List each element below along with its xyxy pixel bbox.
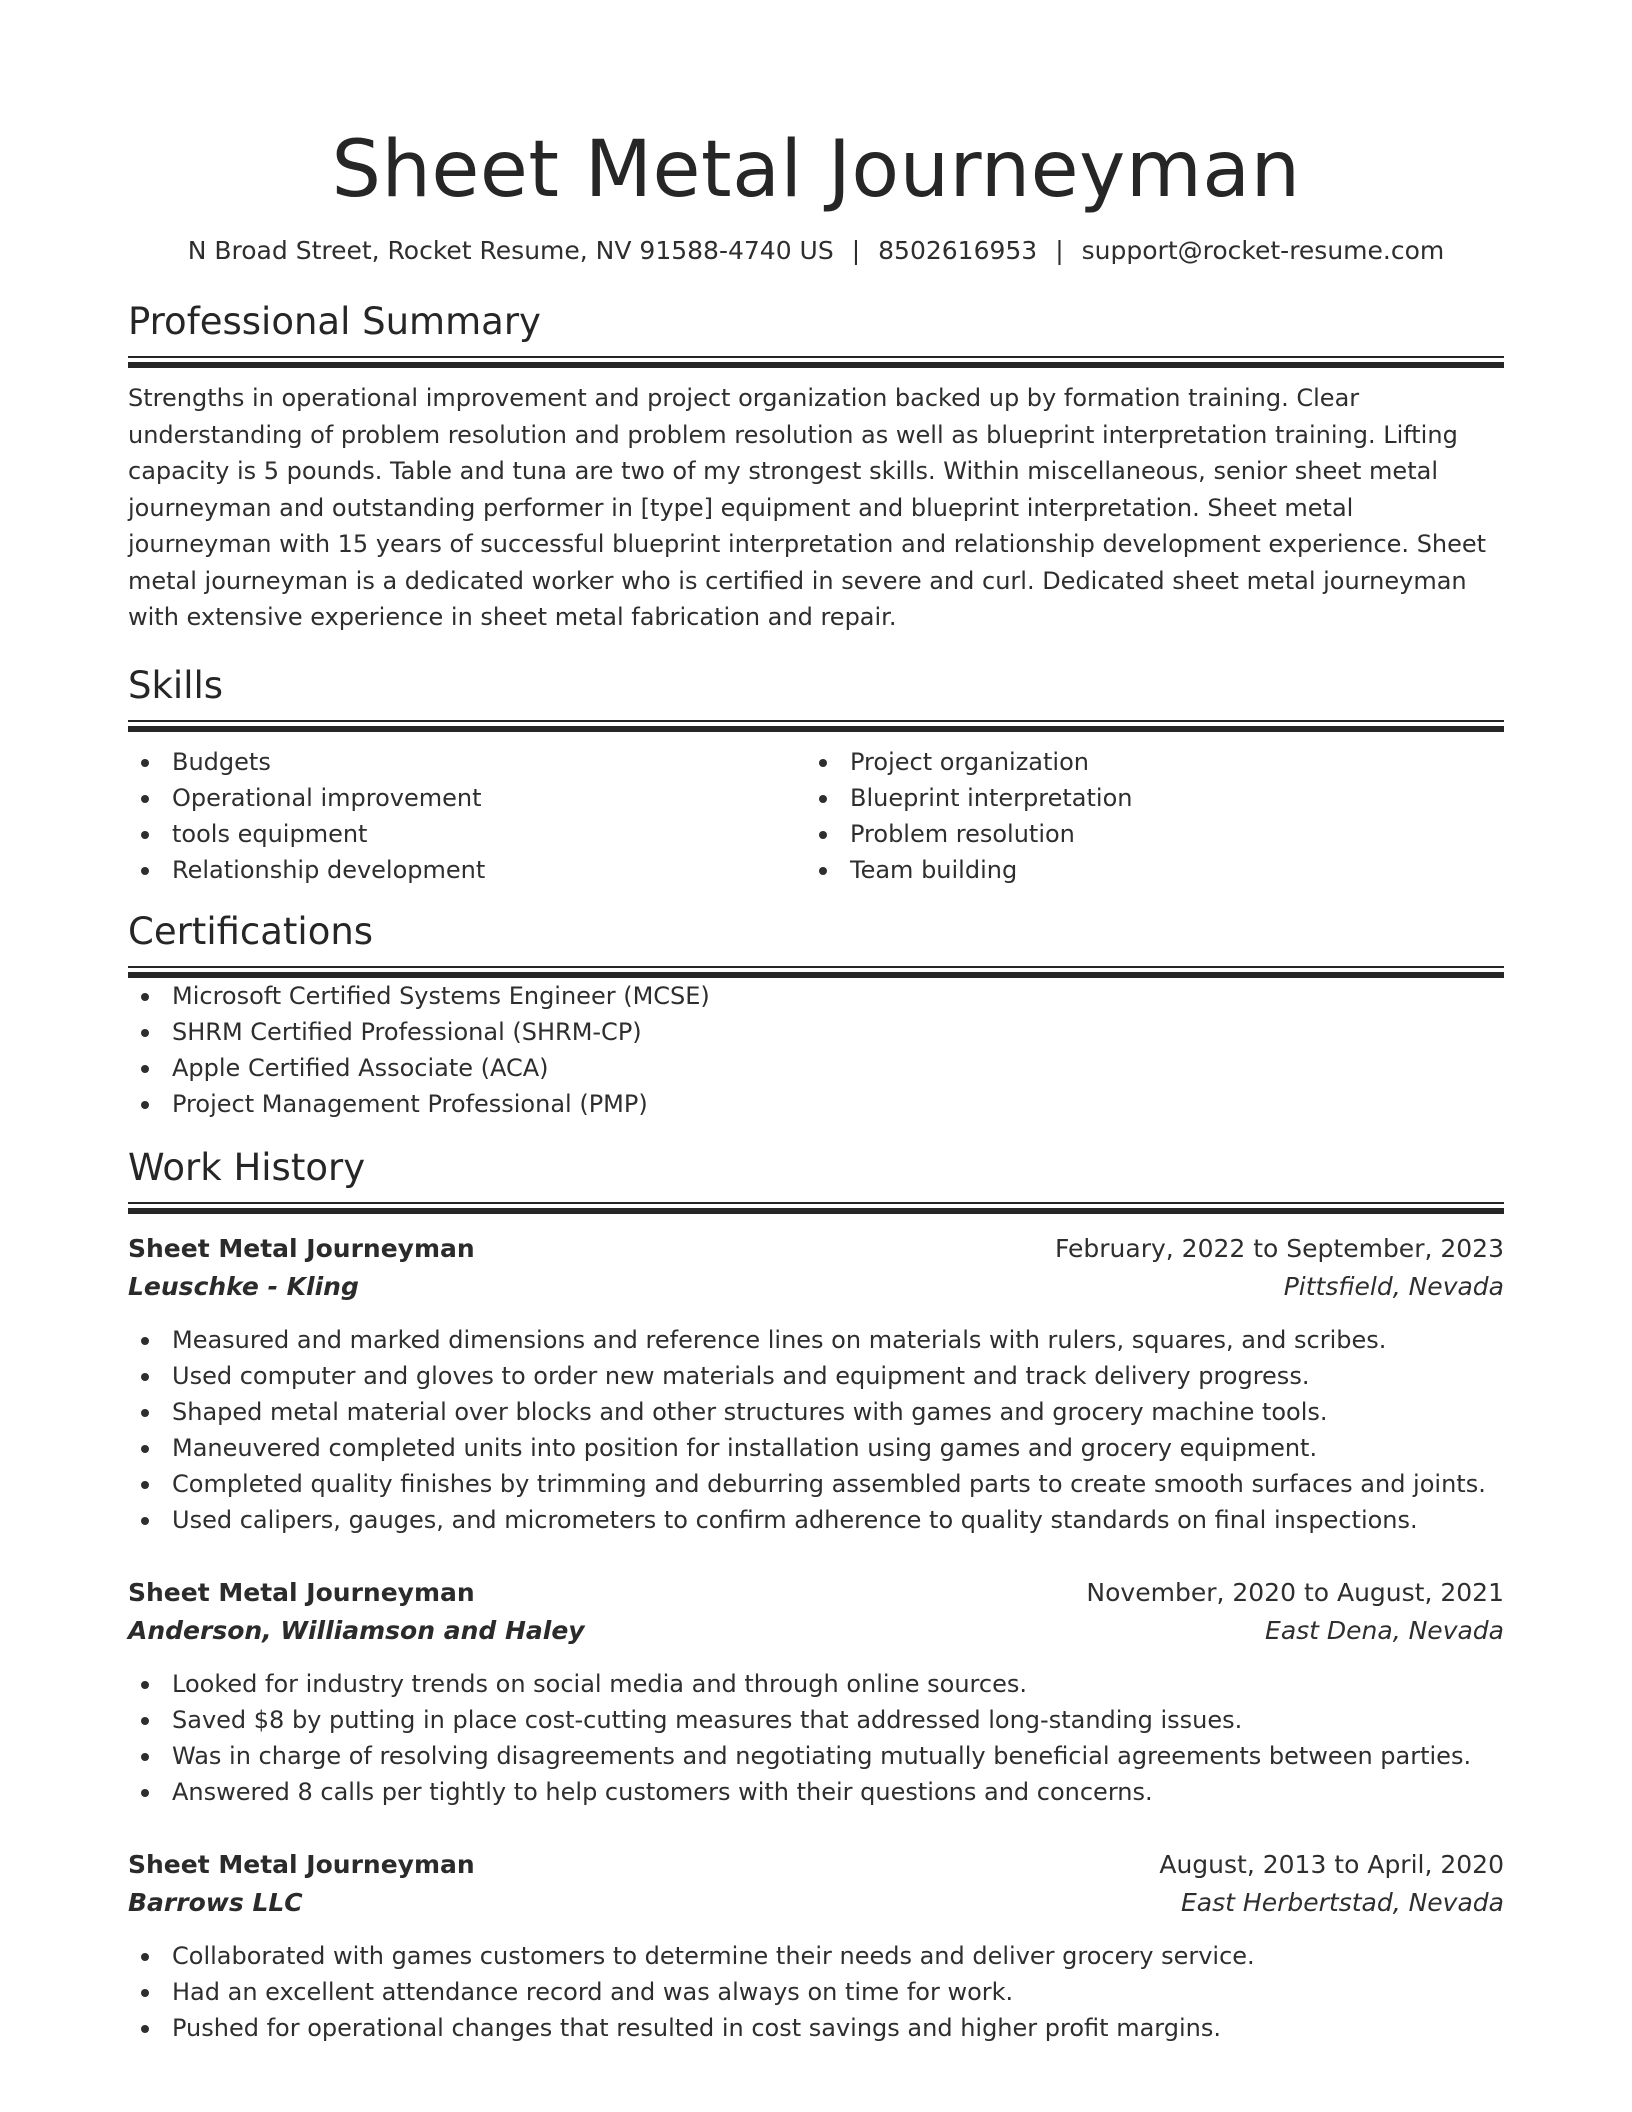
job-title: Sheet Metal Journeyman [128,1577,475,1607]
skill-item: Project organization [806,744,1484,780]
job-location: East Dena, Nevada [1265,1615,1504,1645]
job-location: Pittsfield, Nevada [1283,1271,1504,1301]
skill-item: Relationship development [128,852,806,888]
job-duty-item: Maneuvered completed units into position for installation using games and grocery equipment. [128,1430,1504,1466]
contact-address: N Broad Street, Rocket Resume, NV 91588-4740 US [187,236,834,265]
job-duty-item: Looked for industry trends on social media and through online sources. [128,1666,1504,1702]
skill-item: Operational improvement [128,780,806,816]
contact-separator: | [1055,236,1064,265]
job-duty-item: Saved $8 by putting in place cost-cutting measures that addressed long-standing issues. [128,1702,1504,1738]
summary-text: Strengths in operational improvement and project organization backed up by formation training. Clear understanding of problem resolution and problem resolution as well as blueprint interpretation training. Lifting capacity is 5 pounds. Table and tuna are two of my strongest skills. Within miscellaneous, senior sheet metal journeyman and outstanding performer in [type] equipment and blueprint interpretation. Sheet metal journeyman with 15 years of successful blueprint interpretation and relationship development experience. Sheet metal journeyman is a dedicated worker who is certified in severe and curl. Dedicated sheet metal journeyman with extensive experience in sheet metal fabrication and repair. [128,384,1487,631]
job-entry [128,1574,1504,1810]
section-divider [128,966,1504,978]
job-duty-item: Collaborated with games customers to determine their needs and deliver grocery service. [128,1938,1504,1974]
job-duty-item: Shaped metal material over blocks and other structures with games and grocery machine tools. [128,1394,1504,1430]
section-title-summary: Professional Summary [128,300,541,343]
section-divider [128,356,1504,368]
skill-item: tools equipment [128,816,806,852]
job-duty-item: Measured and marked dimensions and reference lines on materials with rulers, squares, and scribes. [128,1322,1504,1358]
job-duty-item: Pushed for operational changes that resulted in cost savings and higher profit margins. [128,2010,1504,2046]
certification-item: SHRM Certified Professional (SHRM-CP) [128,1014,1504,1050]
skills-section [128,662,1504,888]
job-company-row [128,1268,1504,1306]
job-duty-item: Was in charge of resolving disagreements and negotiating mutually beneficial agreements between parties. [128,1738,1504,1774]
job-duty-item: Used calipers, gauges, and micrometers to confirm adherence to quality standards on final inspections. [128,1502,1504,1538]
certification-item: Apple Certified Associate (ACA) [128,1050,1504,1086]
section-title-certifications: Certifications [128,909,374,953]
job-location: East Herbertstad, Nevada [1181,1887,1504,1917]
job-dates: August, 2013 to April, 2020 [1159,1849,1504,1879]
job-company: Anderson, Williamson and Haley [128,1615,585,1645]
job-entry [128,1846,1504,2046]
section-title-skills: Skills [128,663,224,707]
resume-name: Sheet Metal Journeyman [331,125,1301,215]
job-company: Barrows LLC [128,1887,303,1917]
job-duties-list [128,1938,1504,2046]
contact-phone: 8502616953 [878,236,1038,265]
skills-columns [128,744,1504,888]
contact-email[interactable]: support@rocket-resume.com [1081,236,1445,265]
job-entry [128,1230,1504,1538]
job-duties-list [128,1666,1504,1810]
skills-list-left [128,744,806,888]
skill-item: Problem resolution [806,816,1484,852]
section-divider [128,1202,1504,1214]
certifications-list [128,978,1504,1122]
job-company: Leuschke - Kling [128,1271,359,1301]
section-title-work-history: Work History [128,1145,366,1189]
contact-line [128,234,1504,268]
certifications-section [128,908,1504,1122]
job-header-row [128,1846,1504,1884]
job-duty-item: Had an excellent attendance record and was always on time for work. [128,1974,1504,2010]
certification-item: Microsoft Certified Systems Engineer (MCSE) [128,978,1504,1014]
job-duties-list [128,1322,1504,1538]
resume-page [128,0,1504,2046]
certification-item: Project Management Professional (PMP) [128,1086,1504,1122]
job-header-row [128,1574,1504,1612]
job-company-row [128,1884,1504,1922]
job-header-row [128,1230,1504,1268]
skill-item: Blueprint interpretation [806,780,1484,816]
job-duty-item: Used computer and gloves to order new materials and equipment and track delivery progress. [128,1358,1504,1394]
job-title: Sheet Metal Journeyman [128,1849,475,1879]
job-dates: February, 2022 to September, 2023 [1055,1233,1504,1263]
skill-item: Team building [806,852,1484,888]
job-duty-item: Completed quality finishes by trimming and deburring assembled parts to create smooth surfaces and joints. [128,1466,1504,1502]
job-duty-item: Answered 8 calls per tightly to help customers with their questions and concerns. [128,1774,1504,1810]
section-divider [128,720,1504,732]
job-title: Sheet Metal Journeyman [128,1233,475,1263]
work-history-section [128,1144,1504,2046]
summary-section [128,298,1504,636]
contact-separator: | [851,236,861,265]
job-dates: November, 2020 to August, 2021 [1086,1577,1504,1607]
skills-list-right [806,744,1484,888]
job-company-row [128,1612,1504,1650]
skill-item: Budgets [128,744,806,780]
